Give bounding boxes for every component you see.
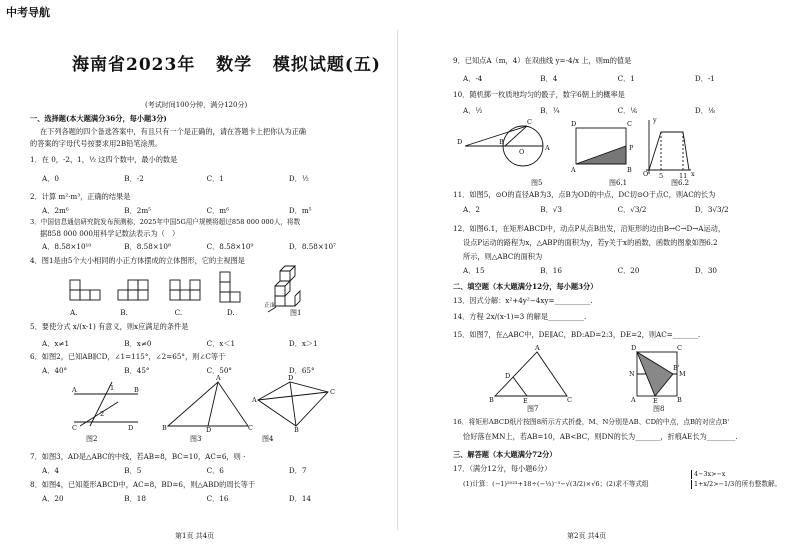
q6-option-d: D．65° — [288, 366, 315, 375]
q11-stem: 11．如图5，⊙O的直径AB为3，点B为OD的中点，DC切⊙O于点C，则AC的长为 — [453, 190, 716, 199]
q10-option-d: D．⅛ — [694, 106, 715, 115]
q11-option-b: B．√3 — [540, 205, 562, 214]
q3-option-b: B．8.58×10⁸ — [124, 242, 171, 251]
q7-option-c: C．6 — [206, 466, 224, 475]
q8-stem: 8．如图4，已知菱形ABCD中，AC=8，BD=6，则△ABD的周长等于 — [30, 480, 256, 489]
q10-option-a: A．½ — [463, 106, 483, 115]
q16-text-2: 恰好落在MN上，若AB=10，AB<BC，则DN的长为_______，折痕AE长为________. — [463, 432, 738, 441]
q5-stem: 5．要使分式 x/(x-1) 有意义，则x应满足的条件是 — [30, 322, 189, 331]
q14-text: 14．方程 2x/(x-1)=3 的解是__________. — [453, 312, 587, 321]
q3-stem: 3．中国信息通信研究院发布预测称，2025年中国5G用户规模将超过858 000 000人，将数 — [30, 218, 301, 226]
q4-option-c: C. — [174, 308, 183, 317]
q2-option-c: C．m⁶ — [206, 206, 229, 215]
svg-text:B': B' — [673, 364, 680, 372]
q8-options — [42, 494, 311, 503]
fig62-caption: 图6.2 — [671, 179, 690, 187]
q12-options — [463, 266, 717, 275]
q1-stem: 1．在 0，-2，1，½ 这四个数中，最小的数是 — [30, 155, 178, 164]
q5-options — [42, 339, 318, 348]
q1-options — [42, 174, 309, 183]
q10-option-b: B．¼ — [540, 106, 560, 115]
fig7-caption: 图7 — [527, 405, 539, 413]
svg-text:A: A — [571, 166, 576, 174]
q3-option-a: A．8.58×10¹⁰ — [42, 242, 92, 251]
q12-option-a: A．15 — [463, 266, 485, 275]
q10-options — [463, 106, 715, 115]
q9-option-d: D．-1 — [694, 74, 715, 83]
exam-subtitle: (考试时间100分钟，满分120分) — [145, 101, 248, 109]
figures-2-3-4 — [72, 374, 372, 434]
q12-option-c: C．20 — [617, 266, 640, 275]
q17-system-line2: 1+x/2>−1/3 — [691, 480, 734, 489]
q2-option-b: B．2m⁵ — [124, 206, 152, 215]
svg-text:2: 2 — [100, 410, 105, 418]
q5-option-a: A．x≠1 — [42, 339, 70, 348]
q3-option-c: C．8.58×10⁹ — [206, 242, 254, 251]
q13-text: 13．因式分解：x²+4y²−4xy=__________. — [453, 296, 593, 305]
q7-options — [42, 466, 306, 475]
svg-text:A: A — [545, 144, 550, 152]
svg-text:B: B — [134, 386, 139, 394]
svg-text:D: D — [631, 344, 637, 352]
q7-option-b: B．5 — [124, 466, 142, 475]
q9-options — [463, 74, 715, 83]
figures-5-6 — [457, 116, 695, 180]
q11-option-c: C．√3/2 — [617, 205, 647, 214]
q6-option-b: B．45° — [124, 366, 150, 375]
svg-text:M: M — [679, 370, 686, 378]
q6-option-c: C．50° — [206, 366, 233, 375]
q5-option-d: D．x＞1 — [288, 339, 318, 348]
q4-stem: 4．图1是由5个大小相同的小正方体摆成的立体图形，它的主视图是 — [30, 256, 245, 265]
section1-instructions-2: 的答案的字母代号按要求用2B铅笔涂黑。 — [30, 139, 163, 148]
svg-text:D: D — [571, 120, 577, 128]
svg-text:B: B — [677, 396, 682, 404]
q9-option-b: B．4 — [540, 74, 558, 83]
q5-option-b: B．x≠0 — [124, 339, 152, 348]
q3-options — [42, 242, 336, 251]
fig5-caption: 图5 — [531, 179, 543, 187]
q9-option-a: A．-4 — [463, 74, 483, 83]
svg-text:C: C — [527, 118, 532, 126]
q12-stem: 12．如图6.1，在矩形ABCD中，动点P从点B出发，沿矩形的边由B→C→D→A运动， — [453, 224, 726, 233]
svg-text:C: C — [72, 424, 77, 432]
svg-text:D: D — [505, 372, 511, 380]
svg-text:A: A — [631, 396, 636, 404]
q11-option-d: D．3√3/2 — [694, 205, 729, 214]
footer-right: 第2页 共4页 — [567, 532, 607, 540]
q11-options — [463, 205, 729, 214]
svg-text:O: O — [519, 148, 525, 156]
q12-option-b: B．16 — [540, 266, 562, 275]
q2-stem: 2．计算 m²·m³，正确的结果是 — [30, 192, 131, 201]
svg-text:y: y — [653, 116, 657, 124]
q2-options — [42, 206, 312, 215]
svg-text:B: B — [489, 396, 494, 404]
q11-option-a: A．2 — [463, 205, 480, 214]
q2-option-d: D．m⁵ — [288, 206, 312, 215]
section2-heading: 二、填空题（本大题满分12分，每小题3分） — [453, 282, 598, 291]
svg-text:A: A — [72, 386, 77, 394]
q8-option-c: C．16 — [206, 494, 229, 503]
q17-heading: 17．（满分12分，每小题6分） — [453, 464, 552, 473]
q10-stem: 10．随机掷一枚质地均匀的骰子，数字6朝上的概率是 — [453, 90, 625, 99]
footer-left: 第1页 共4页 — [175, 532, 215, 540]
q8-option-a: A．20 — [42, 494, 64, 503]
fig2-caption: 图2 — [86, 435, 98, 443]
header-tag: 中考导航 — [6, 6, 50, 19]
q7-option-a: A．4 — [42, 466, 59, 475]
front-label: 正面 — [264, 302, 277, 309]
svg-text:5: 5 — [659, 172, 664, 180]
fig3-caption: 图3 — [190, 435, 202, 443]
q16-text-1: 16．将矩形ABCD纸片按图8所示方式折叠，M、N分别是AB、CD的中点，点B的对应点B' — [453, 418, 730, 426]
svg-text:D: D — [457, 138, 463, 146]
svg-text:C: C — [677, 344, 682, 352]
svg-text:B: B — [627, 166, 632, 174]
q9-option-c: C．1 — [617, 74, 635, 83]
section1-instructions-1: 在下列各题的四个备选答案中，有且只有一个是正确的，请在答题卡上把你认为正确 — [40, 127, 306, 136]
svg-text:O: O — [643, 170, 649, 178]
q9-stem: 9．已知点A（m，4）在双曲线 y=-4/x 上，则m的值是 — [453, 56, 632, 65]
svg-text:D: D — [128, 424, 134, 432]
q6-option-a: A．40° — [42, 366, 68, 375]
svg-text:11: 11 — [679, 172, 688, 180]
q1-option-b: B．-2 — [124, 174, 144, 183]
q17-part1: (1)计算：(−1)²⁰²³+18÷(−⅓)⁻³−√(3/2)×√6；(2)求不等式组 — [463, 480, 649, 488]
svg-text:C: C — [330, 388, 335, 396]
section3-heading: 三、解答题（本大题满分72分） — [453, 450, 557, 459]
q4-option-a: A. — [70, 308, 78, 317]
q8-option-d: D．14 — [288, 494, 311, 503]
svg-text:A: A — [252, 396, 257, 404]
q17-system-line1: 4−3x>−x — [691, 470, 725, 479]
fig1-caption: 图1 — [290, 309, 302, 317]
q3-option-d: D．8.58×10⁷ — [288, 242, 336, 251]
svg-text:D: D — [288, 374, 294, 382]
svg-text:C: C — [567, 396, 572, 404]
q2-option-a: A．2m⁶ — [42, 206, 69, 215]
exam-title: 海南省2023年 数学 模拟试题(五) — [72, 55, 381, 75]
q17-part2-tail: 的所有整数解。 — [735, 480, 782, 488]
q6-options — [42, 366, 315, 375]
svg-text:C: C — [248, 424, 253, 432]
q6-stem: 6．如图2，已知AB∥CD，∠1=115°，∠2=65°，则∠C等于 — [30, 352, 226, 361]
q8-option-b: B．18 — [124, 494, 146, 503]
svg-text:E: E — [523, 397, 528, 405]
section1-heading: 一、选择题(本大题满分36分，每小题3分) — [30, 114, 167, 123]
q3-stem-2: 据858 000 000用科学记数法表示为（ ） — [40, 229, 180, 238]
svg-text:A: A — [216, 374, 221, 382]
svg-text:D: D — [206, 426, 212, 434]
q5-option-c: C．x＜1 — [206, 339, 236, 348]
svg-text:B: B — [162, 424, 167, 432]
svg-text:P: P — [629, 144, 634, 152]
q7-stem: 7．如图3，AD是△ABC的中线，若AB=8，BC=10，AC=6，则 · — [30, 452, 246, 461]
svg-text:C: C — [627, 120, 632, 128]
exam-page-right — [397, 0, 794, 553]
fig61-caption: 图6.1 — [609, 179, 628, 187]
svg-text:E: E — [653, 397, 658, 405]
svg-text:N: N — [629, 370, 635, 378]
q1-option-a: A．0 — [42, 174, 59, 183]
q12-option-d: D．30 — [694, 266, 717, 275]
svg-text:1: 1 — [110, 384, 115, 392]
q1-option-d: D．½ — [288, 174, 309, 183]
q4-option-labels — [70, 308, 235, 317]
q4-option-d: D. — [226, 308, 235, 317]
svg-text:B: B — [294, 426, 299, 434]
q15-text: 15．如图7，在△ABC中，DE∥AC，BD:AD=2:3，DE=2，则AC=_______. — [453, 330, 701, 339]
svg-text:A: A — [535, 344, 540, 352]
q12-stem-2: 设点P运动的路程为x，△ABP的面积为y，若y关于x的函数，函数的图象如图6.2 — [463, 238, 718, 247]
fig4-caption: 图4 — [262, 435, 274, 443]
svg-text:x: x — [691, 170, 695, 178]
q1-option-c: C．1 — [206, 174, 224, 183]
q10-option-c: C．⅙ — [617, 106, 638, 115]
q7-option-d: D．7 — [288, 466, 307, 475]
fig8-caption: 图8 — [653, 405, 665, 413]
q12-stem-3: 所示，则△ABC的面积为 — [463, 252, 543, 261]
svg-text:B: B — [499, 138, 504, 146]
q4-option-b: B. — [120, 308, 128, 317]
figures-7-8 — [487, 346, 727, 404]
